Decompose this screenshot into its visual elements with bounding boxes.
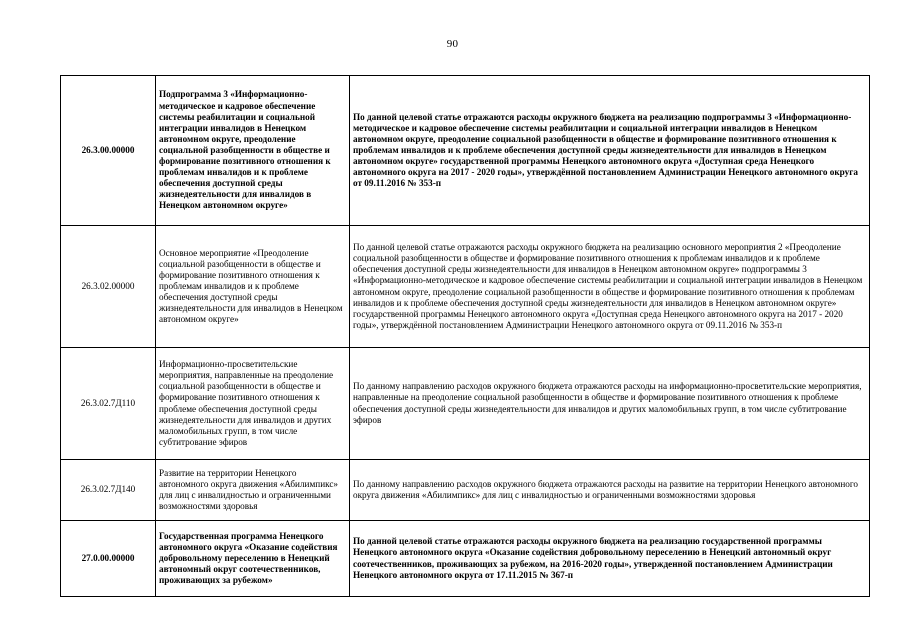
budget-classification-table xyxy=(60,75,870,597)
description-cell: По данному направлению расходов окружного бюджета отражаются расходы на информационно-просветительские мероприятия, направленные на преодоление социальной разобщенности в обществе и формирование позитивного отношения к проблеме обеспечения доступной среды жизнедеятельности для инвалидов и других маломобильных групп, в том числе субтитрование эфиров xyxy=(350,348,870,460)
page-number: 90 xyxy=(446,38,459,50)
table-row xyxy=(61,348,870,460)
name-cell: Развитие на территории Ненецкого автономного округа движения «Абилимпикс» для лиц с инвалидностью и ограниченными возможностями здоровья xyxy=(156,460,350,521)
code-cell: 26.3.00.00000 xyxy=(61,76,156,226)
name-cell: Государственная программа Ненецкого автономного округа «Оказание содействия добровольному переселению в Ненецкий автономный округ соотечественников, проживающих за рубежом» xyxy=(156,521,350,597)
table-row xyxy=(61,460,870,521)
description-cell: По данной целевой статье отражаются расходы окружного бюджета на реализацию основного мероприятия 2 «Преодоление социальной разобщенности в обществе и формирование позитивного отношения к проблемам инвалидов и к проблеме обеспечения доступной среды жизнедеятельности для инвалидов в Ненецком автономном округе» подпрограммы 3 «Информационно-методическое и кадровое обеспечение системы реабилитации и социальной интеграции инвалидов в Ненецком автономном округе, преодоление социальной разобщенности в обществе и формирование позитивного отношения к проблемам инвалидов и к проблеме обеспечения доступной среды жизнедеятельности для инвалидов в Ненецком автономном округе» государственной программы Ненецкого автономного округа «Доступная среда Ненецкого автономного округа на 2017 - 2020 годы», утверждённой постановлением Администрации Ненецкого автономного округа от 09.11.2016 № 353-п xyxy=(350,226,870,348)
code-cell: 26.3.02.7Д110 xyxy=(61,348,156,460)
table-row xyxy=(61,521,870,597)
name-cell: Основное мероприятие «Преодоление социальной разобщенности в обществе и формирование позитивного отношения к проблемам инвалидов и к проблеме обеспечения доступной среды жизнедеятельности для инвалидов в Ненецком автономном округе» xyxy=(156,226,350,348)
description-cell: По данной целевой статье отражаются расходы окружного бюджета на реализацию подпрограммы 3 «Информационно-методическое и кадровое обеспечение системы реабилитации и социальной интеграции инвалидов в Ненецком автономном округе, преодоление социальной разобщенности в обществе и формирование позитивного отношения к проблемам инвалидов и к проблеме обеспечения доступной среды жизнедеятельности для инвалидов в Ненецком автономном округе» государственной программы Ненецкого автономного округа «Доступная среда Ненецкого автономного округа на 2017 - 2020 годы», утверждённой постановлением Администрации Ненецкого автономного округа от 09.11.2016 № 353-п xyxy=(350,76,870,226)
name-cell: Подпрограмма 3 «Информационно-методическое и кадровое обеспечение системы реабилитации и социальной интеграции инвалидов в Ненецком автономном округе, преодоление социальной разобщенности в обществе и формирование позитивного отношения к проблемам инвалидов и к проблеме обеспечения доступной среды жизнедеятельности для инвалидов в Ненецком автономном округе» xyxy=(156,76,350,226)
table-row xyxy=(61,76,870,226)
table-row xyxy=(61,226,870,348)
code-cell: 26.3.02.7Д140 xyxy=(61,460,156,521)
code-cell: 26.3.02.00000 xyxy=(61,226,156,348)
code-cell: 27.0.00.00000 xyxy=(61,521,156,597)
description-cell: По данному направлению расходов окружного бюджета отражаются расходы на развитие на территории Ненецкого автономного округа движения «Абилимпикс» для лиц с инвалидностью и ограниченными возможностями здоровья xyxy=(350,460,870,521)
description-cell: По данной целевой статье отражаются расходы окружного бюджета на реализацию государственной программы Ненецкого автономного округа «Оказание содействия добровольному переселению в Ненецкий автономный округ соотечественников, проживающих за рубежом, на 2016-2020 годы», утвержденной постановлением Администрации Ненецкого автономного округа от 17.11.2015 № 367-п xyxy=(350,521,870,597)
name-cell: Информационно-просветительские мероприятия, направленные на преодоление социальной разобщенности в обществе и формирование позитивного отношения к проблеме обеспечения доступной среды жизнедеятельности для инвалидов и других маломобильных групп, в том числе субтитрование эфиров xyxy=(156,348,350,460)
